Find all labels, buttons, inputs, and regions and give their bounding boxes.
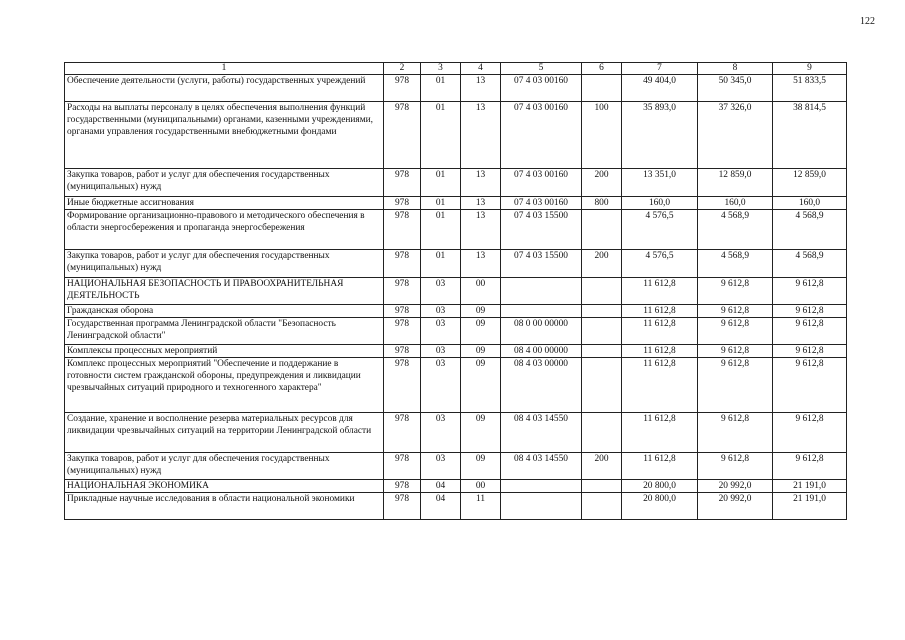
amount-year3-cell: 9 612,8: [773, 358, 847, 413]
ministry-code-cell: 978: [384, 75, 421, 102]
section-cell: 01: [421, 102, 461, 169]
subsection-cell: 13: [461, 197, 501, 210]
amount-year1-cell: 20 800,0: [622, 493, 698, 520]
ministry-code-cell: 978: [384, 453, 421, 480]
column-header: 9: [773, 63, 847, 75]
ministry-code-cell: 978: [384, 358, 421, 413]
amount-year3-cell: 9 612,8: [773, 305, 847, 318]
amount-year3-cell: 9 612,8: [773, 318, 847, 345]
section-cell: 03: [421, 318, 461, 345]
ministry-code-cell: 978: [384, 278, 421, 305]
amount-year1-cell: 11 612,8: [622, 345, 698, 358]
column-header: 7: [622, 63, 698, 75]
subsection-cell: 13: [461, 210, 501, 250]
ministry-code-cell: 978: [384, 169, 421, 197]
amount-year3-cell: 21 191,0: [773, 493, 847, 520]
amount-year3-cell: 51 833,5: [773, 75, 847, 102]
amount-year2-cell: 9 612,8: [698, 318, 773, 345]
target-article-cell: 07 4 03 00160: [501, 169, 582, 197]
row-name-cell: Иные бюджетные ассигнования: [65, 197, 384, 210]
expense-type-cell: [582, 210, 622, 250]
amount-year2-cell: 20 992,0: [698, 493, 773, 520]
section-cell: 04: [421, 493, 461, 520]
amount-year1-cell: 11 612,8: [622, 278, 698, 305]
expense-type-cell: 200: [582, 250, 622, 278]
ministry-code-cell: 978: [384, 102, 421, 169]
amount-year3-cell: 21 191,0: [773, 480, 847, 493]
ministry-code-cell: 978: [384, 250, 421, 278]
section-cell: 03: [421, 413, 461, 453]
amount-year1-cell: 11 612,8: [622, 358, 698, 413]
target-article-cell: 08 4 03 14550: [501, 413, 582, 453]
column-header: 3: [421, 63, 461, 75]
amount-year2-cell: 20 992,0: [698, 480, 773, 493]
table-row: [65, 358, 847, 413]
subsection-cell: 09: [461, 345, 501, 358]
section-cell: 01: [421, 169, 461, 197]
section-cell: 03: [421, 345, 461, 358]
expense-type-cell: 200: [582, 453, 622, 480]
row-name-cell: Обеспечение деятельности (услуги, работы) государственных учреждений: [65, 75, 384, 102]
ministry-code-cell: 978: [384, 210, 421, 250]
section-cell: 04: [421, 480, 461, 493]
amount-year3-cell: 4 568,9: [773, 250, 847, 278]
amount-year1-cell: 160,0: [622, 197, 698, 210]
amount-year1-cell: 11 612,8: [622, 413, 698, 453]
amount-year2-cell: 160,0: [698, 197, 773, 210]
subsection-cell: 11: [461, 493, 501, 520]
target-article-cell: 08 0 00 00000: [501, 318, 582, 345]
table-row: [65, 75, 847, 102]
table-header-row: [65, 63, 847, 75]
amount-year1-cell: 4 576,5: [622, 210, 698, 250]
target-article-cell: 08 4 03 00000: [501, 358, 582, 413]
expense-type-cell: 800: [582, 197, 622, 210]
amount-year2-cell: 9 612,8: [698, 345, 773, 358]
expense-type-cell: [582, 75, 622, 102]
row-name-cell: Закупка товаров, работ и услуг для обеспечения государственных (муниципальных) нужд: [65, 169, 384, 197]
ministry-code-cell: 978: [384, 197, 421, 210]
amount-year3-cell: 9 612,8: [773, 453, 847, 480]
amount-year3-cell: 12 859,0: [773, 169, 847, 197]
ministry-code-cell: 978: [384, 318, 421, 345]
table-row: [65, 493, 847, 520]
table-row: [65, 318, 847, 345]
section-cell: 01: [421, 250, 461, 278]
row-name-cell: Закупка товаров, работ и услуг для обеспечения государственных (муниципальных) нужд: [65, 250, 384, 278]
table-row: [65, 169, 847, 197]
table-row: [65, 250, 847, 278]
table-row: [65, 453, 847, 480]
column-header: 4: [461, 63, 501, 75]
row-name-cell: НАЦИОНАЛЬНАЯ БЕЗОПАСНОСТЬ И ПРАВООХРАНИТЕЛЬНАЯ ДЕЯТЕЛЬНОСТЬ: [65, 278, 384, 305]
table-row: [65, 197, 847, 210]
subsection-cell: 09: [461, 305, 501, 318]
section-cell: 01: [421, 210, 461, 250]
row-name-cell: Расходы на выплаты персоналу в целях обеспечения выполнения функций государственными (муниципальными) органами, казенными учреждениями, органами управления государственными внебюджетными фондами: [65, 102, 384, 169]
ministry-code-cell: 978: [384, 305, 421, 318]
amount-year1-cell: 49 404,0: [622, 75, 698, 102]
subsection-cell: 13: [461, 250, 501, 278]
subsection-cell: 09: [461, 318, 501, 345]
row-name-cell: Государственная программа Ленинградской области "Безопасность Ленинградской области": [65, 318, 384, 345]
ministry-code-cell: 978: [384, 480, 421, 493]
row-name-cell: Комплексы процессных мероприятий: [65, 345, 384, 358]
expense-type-cell: [582, 480, 622, 493]
row-name-cell: Формирование организационно-правового и методического обеспечения в области энергосбережения и пропаганда энергосбережения: [65, 210, 384, 250]
amount-year3-cell: 160,0: [773, 197, 847, 210]
amount-year2-cell: 12 859,0: [698, 169, 773, 197]
ministry-code-cell: 978: [384, 345, 421, 358]
amount-year3-cell: 9 612,8: [773, 345, 847, 358]
subsection-cell: 13: [461, 102, 501, 169]
subsection-cell: 09: [461, 358, 501, 413]
target-article-cell: 07 4 03 00160: [501, 102, 582, 169]
row-name-cell: Гражданская оборона: [65, 305, 384, 318]
row-name-cell: Закупка товаров, работ и услуг для обеспечения государственных (муниципальных) нужд: [65, 453, 384, 480]
subsection-cell: 09: [461, 453, 501, 480]
target-article-cell: 07 4 03 15500: [501, 250, 582, 278]
row-name-cell: Прикладные научные исследования в области национальной экономики: [65, 493, 384, 520]
expense-type-cell: [582, 318, 622, 345]
row-name-cell: Создание, хранение и восполнение резерва материальных ресурсов для ликвидации чрезвычайных ситуаций на территории Ленинградской области: [65, 413, 384, 453]
expense-type-cell: [582, 345, 622, 358]
target-article-cell: 07 4 03 15500: [501, 210, 582, 250]
amount-year2-cell: 4 568,9: [698, 210, 773, 250]
amount-year3-cell: 38 814,5: [773, 102, 847, 169]
budget-table: [64, 62, 847, 520]
table-row: [65, 413, 847, 453]
table-row: [65, 102, 847, 169]
amount-year3-cell: 9 612,8: [773, 278, 847, 305]
section-cell: 03: [421, 358, 461, 413]
target-article-cell: 07 4 03 00160: [501, 75, 582, 102]
amount-year3-cell: 4 568,9: [773, 210, 847, 250]
page-number: 122: [860, 16, 875, 27]
amount-year1-cell: 11 612,8: [622, 453, 698, 480]
ministry-code-cell: 978: [384, 413, 421, 453]
ministry-code-cell: 978: [384, 493, 421, 520]
column-header: 8: [698, 63, 773, 75]
table-row: [65, 345, 847, 358]
section-cell: 03: [421, 453, 461, 480]
amount-year1-cell: 11 612,8: [622, 305, 698, 318]
column-header: 6: [582, 63, 622, 75]
amount-year2-cell: 50 345,0: [698, 75, 773, 102]
target-article-cell: 07 4 03 00160: [501, 197, 582, 210]
section-cell: 01: [421, 197, 461, 210]
expense-type-cell: [582, 278, 622, 305]
table-row: [65, 480, 847, 493]
section-cell: 03: [421, 278, 461, 305]
table-row: [65, 210, 847, 250]
target-article-cell: 08 4 03 14550: [501, 453, 582, 480]
section-cell: 03: [421, 305, 461, 318]
amount-year1-cell: 13 351,0: [622, 169, 698, 197]
subsection-cell: 13: [461, 169, 501, 197]
column-header: 1: [65, 63, 384, 75]
subsection-cell: 09: [461, 413, 501, 453]
table-row: [65, 278, 847, 305]
table-row: [65, 305, 847, 318]
amount-year3-cell: 9 612,8: [773, 413, 847, 453]
amount-year1-cell: 11 612,8: [622, 318, 698, 345]
expense-type-cell: [582, 493, 622, 520]
target-article-cell: [501, 305, 582, 318]
amount-year1-cell: 20 800,0: [622, 480, 698, 493]
amount-year2-cell: 9 612,8: [698, 278, 773, 305]
row-name-cell: Комплекс процессных мероприятий "Обеспечение и поддержание в готовности систем гражданской обороны, предупреждения и ликвидации чрезвычайных ситуаций природного и техногенного характера": [65, 358, 384, 413]
section-cell: 01: [421, 75, 461, 102]
row-name-cell: НАЦИОНАЛЬНАЯ ЭКОНОМИКА: [65, 480, 384, 493]
amount-year2-cell: 9 612,8: [698, 413, 773, 453]
target-article-cell: [501, 480, 582, 493]
target-article-cell: [501, 493, 582, 520]
subsection-cell: 00: [461, 278, 501, 305]
amount-year1-cell: 4 576,5: [622, 250, 698, 278]
target-article-cell: [501, 278, 582, 305]
target-article-cell: 08 4 00 00000: [501, 345, 582, 358]
amount-year2-cell: 4 568,9: [698, 250, 773, 278]
amount-year2-cell: 9 612,8: [698, 305, 773, 318]
expense-type-cell: 200: [582, 169, 622, 197]
column-header: 5: [501, 63, 582, 75]
expense-type-cell: [582, 358, 622, 413]
expense-type-cell: [582, 305, 622, 318]
subsection-cell: 00: [461, 480, 501, 493]
column-header: 2: [384, 63, 421, 75]
amount-year2-cell: 9 612,8: [698, 453, 773, 480]
amount-year1-cell: 35 893,0: [622, 102, 698, 169]
expense-type-cell: [582, 413, 622, 453]
amount-year2-cell: 37 326,0: [698, 102, 773, 169]
subsection-cell: 13: [461, 75, 501, 102]
expense-type-cell: 100: [582, 102, 622, 169]
amount-year2-cell: 9 612,8: [698, 358, 773, 413]
